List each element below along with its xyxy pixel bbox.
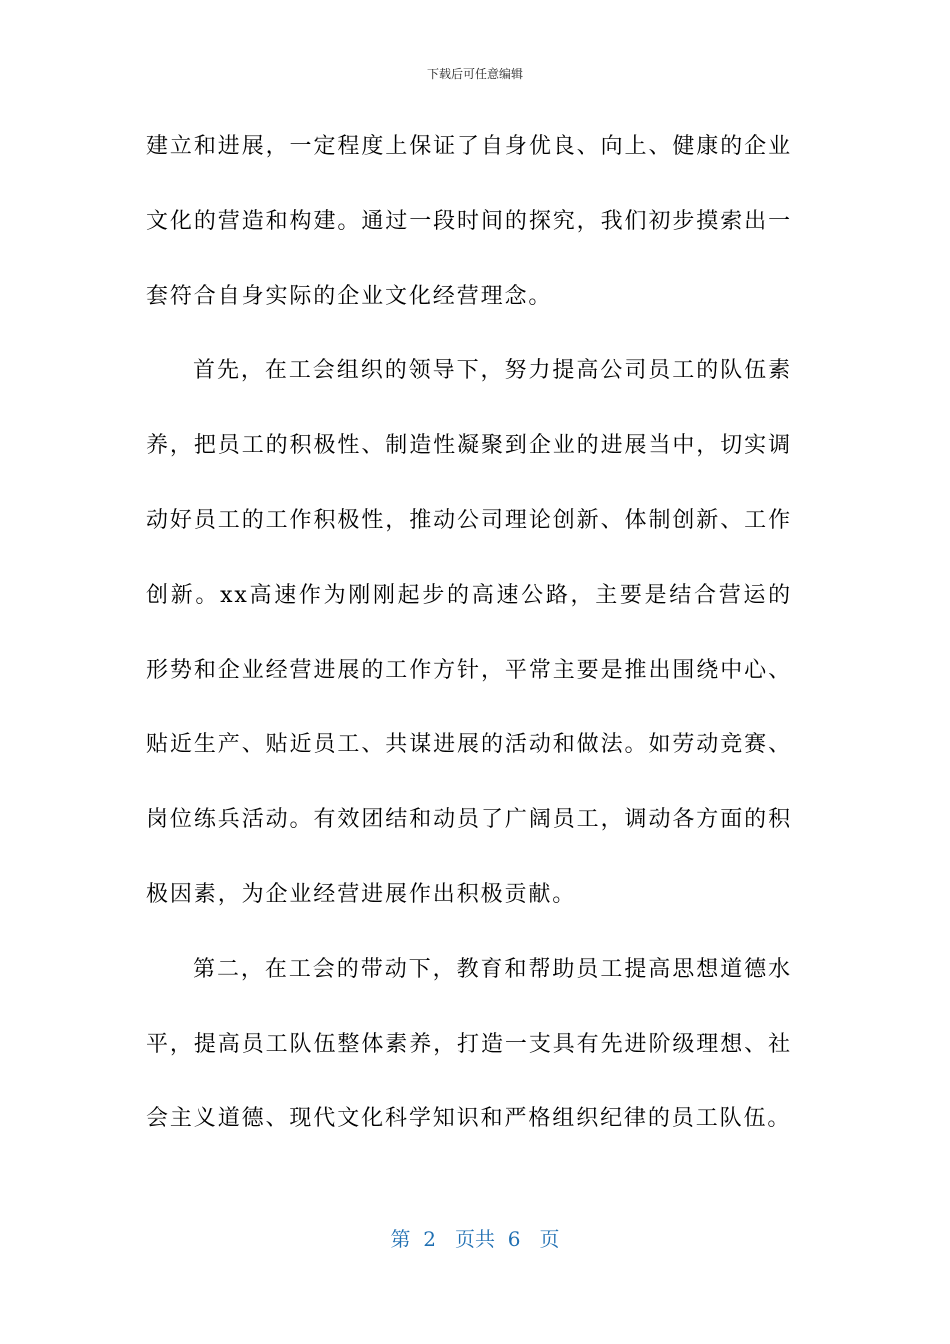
page-header: 下载后可任意编辑 <box>426 67 523 81</box>
paragraph-second-point: 第二，在工会的带动下，教育和帮助员工提高思想道德水平，提高员工队伍整体素养，打造一支具有先进阶级理想、社会主义道德、现代文化科学知识和严格组织纪律的员工队伍。 <box>146 956 792 1132</box>
page-number-footer: 第 2 页共 6 页 <box>390 1227 560 1251</box>
paragraph-first-point: 首先，在工会组织的领导下，努力提高公司员工的队伍素养，把员工的积极性、制造性凝聚到企业的进展当中，切实调动好员工的工作积极性，推动公司理论创新、体制创新、工作创新。xx高速作为刚刚起步的高速公路，主要是结合营运的形势和企业经营进展的工作方针，平常主要是推出围绕中心、贴近生产、贴近员工、共谋进展的活动和做法。如劳动竞赛、岗位练兵活动。有效团结和动员了广阔员工，调动各方面的积极因素，为企业经营进展作出积极贡献。 <box>146 358 792 907</box>
paragraph-continuation: 建立和进展，一定程度上保证了自身优良、向上、健康的企业文化的营造和构建。通过一段时间的探究，我们初步摸索出一套符合自身实际的企业文化经营理念。 <box>146 134 792 309</box>
document-body <box>146 110 792 1157</box>
